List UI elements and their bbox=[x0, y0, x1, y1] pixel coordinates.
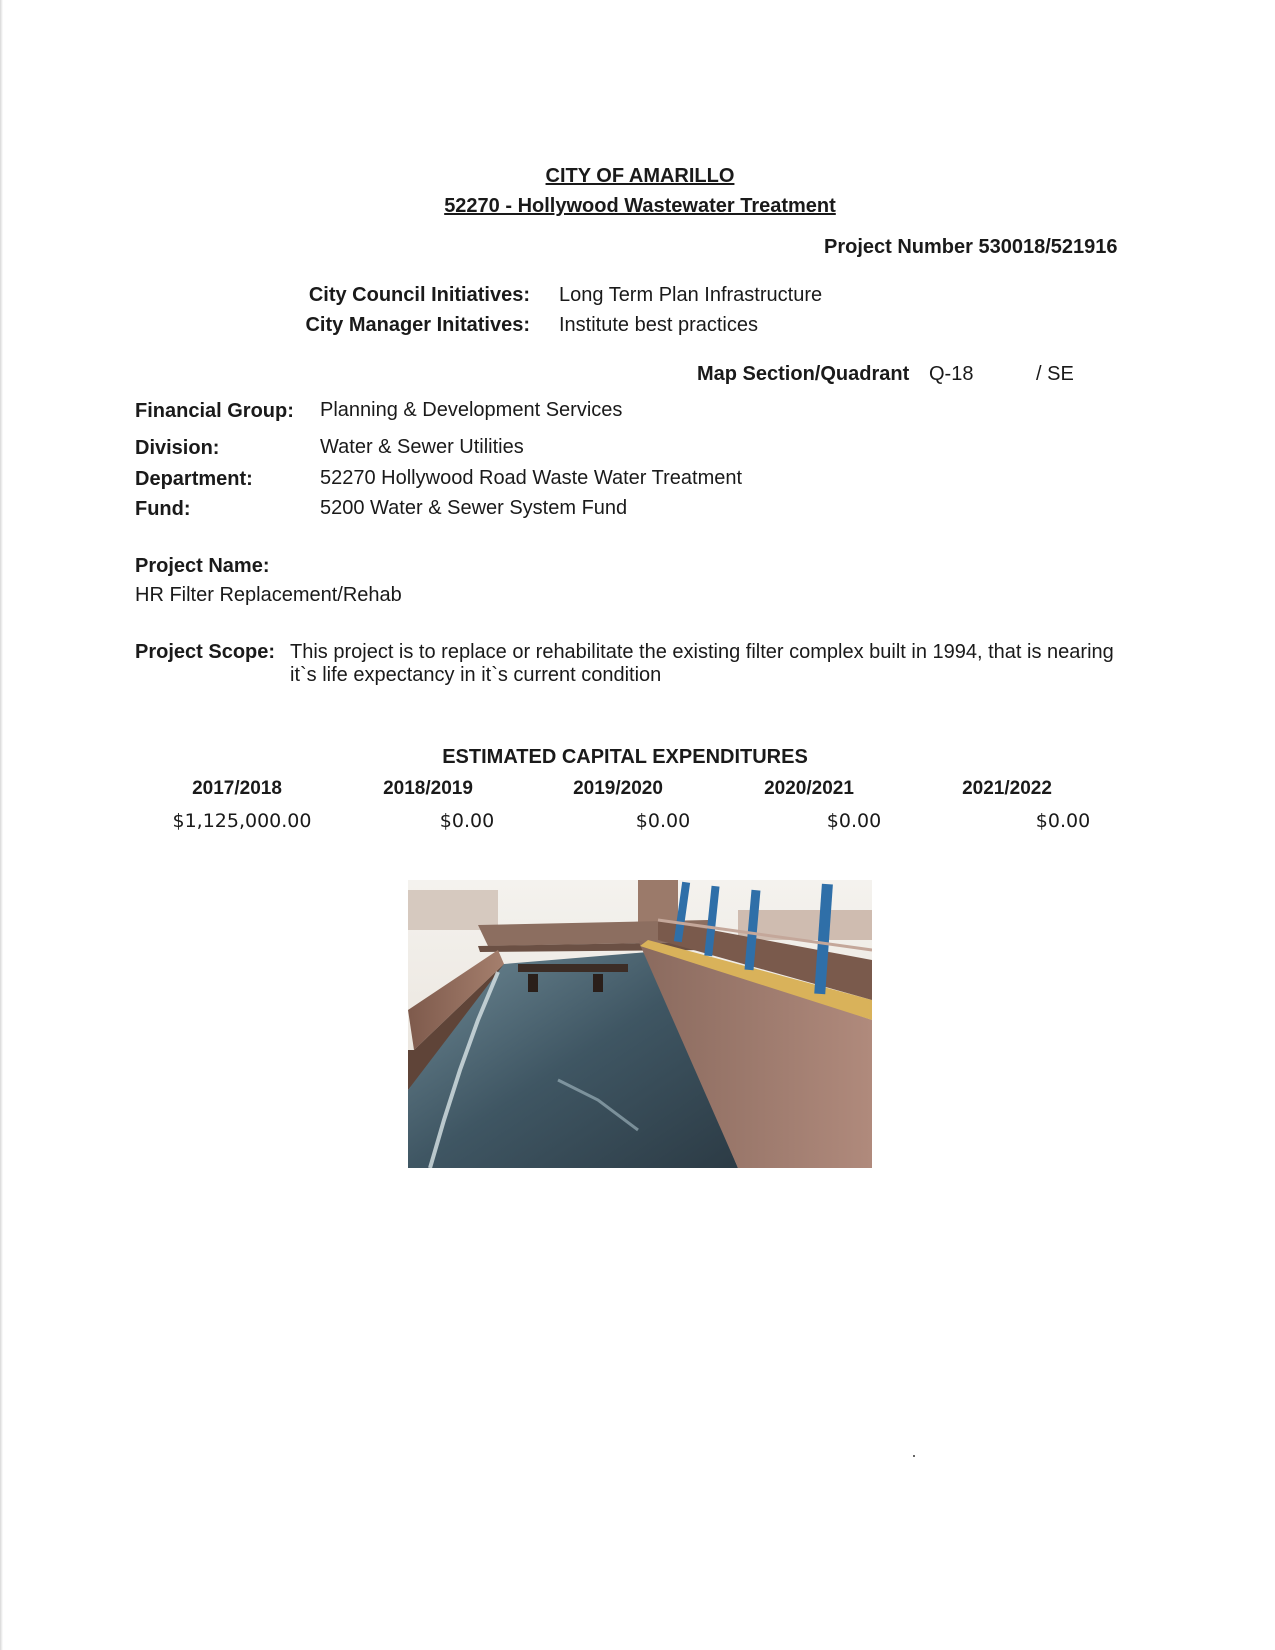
filter-basin-photo-graphic bbox=[408, 880, 872, 1168]
project-number bbox=[824, 236, 1118, 259]
expenditure-year: 2019/2020 bbox=[573, 778, 663, 799]
filter-basin-photo bbox=[408, 880, 872, 1168]
project-number-value: 530018/521916 bbox=[978, 236, 1118, 258]
map-quadrant-value: / SE bbox=[1036, 363, 1074, 385]
financial-group-value: Planning & Development Services bbox=[320, 399, 623, 421]
division-value: Water & Sewer Utilities bbox=[320, 436, 524, 458]
fund-label: Fund: bbox=[135, 498, 191, 520]
project-scope-label: Project Scope: bbox=[135, 641, 276, 663]
expenditure-amount: $0.00 bbox=[635, 810, 691, 832]
expenditures-title: ESTIMATED CAPITAL EXPENDITURES bbox=[442, 746, 808, 768]
financial-group-label: Financial Group: bbox=[135, 400, 294, 422]
department-label: Department: bbox=[135, 468, 253, 490]
scan-speck bbox=[913, 1455, 915, 1457]
council-initiatives-value: Long Term Plan Infrastructure bbox=[559, 284, 823, 306]
project-name-label: Project Name: bbox=[135, 555, 270, 577]
fund-value: 5200 Water & Sewer System Fund bbox=[320, 497, 628, 519]
department-title: 52270 - Hollywood Wastewater Treatment bbox=[444, 195, 836, 217]
division-label: Division: bbox=[135, 437, 220, 459]
expenditure-year: 2017/2018 bbox=[192, 778, 282, 799]
city-title: CITY OF AMARILLO bbox=[545, 165, 735, 187]
expenditure-year: 2018/2019 bbox=[383, 778, 473, 799]
manager-initiatives-value: Institute best practices bbox=[559, 314, 758, 336]
project-name-value: HR Filter Replacement/Rehab bbox=[135, 584, 402, 606]
manager-initiatives-label: City Manager Initatives: bbox=[305, 314, 530, 336]
council-initiatives-label: City Council Initiatives: bbox=[308, 284, 530, 306]
map-section-value: Q-18 bbox=[929, 363, 974, 385]
scan-edge bbox=[0, 0, 3, 1650]
expenditure-amount: $0.00 bbox=[439, 810, 495, 832]
expenditure-amount: $1,125,000.00 bbox=[172, 810, 312, 832]
project-scope-line2: it`s life expectancy in it`s current condition bbox=[290, 664, 662, 686]
department-value: 52270 Hollywood Road Waste Water Treatment bbox=[320, 467, 743, 489]
map-section-label: Map Section/Quadrant bbox=[697, 363, 910, 385]
project-number-label: Project Number bbox=[824, 236, 973, 258]
expenditure-amount: $0.00 bbox=[826, 810, 882, 832]
expenditure-year: 2021/2022 bbox=[962, 778, 1052, 799]
expenditure-amount: $0.00 bbox=[1035, 810, 1091, 832]
expenditure-year: 2020/2021 bbox=[764, 778, 854, 799]
project-scope-line1: This project is to replace or rehabilitate the existing filter complex built in 1994, that is nearing bbox=[290, 641, 1114, 663]
